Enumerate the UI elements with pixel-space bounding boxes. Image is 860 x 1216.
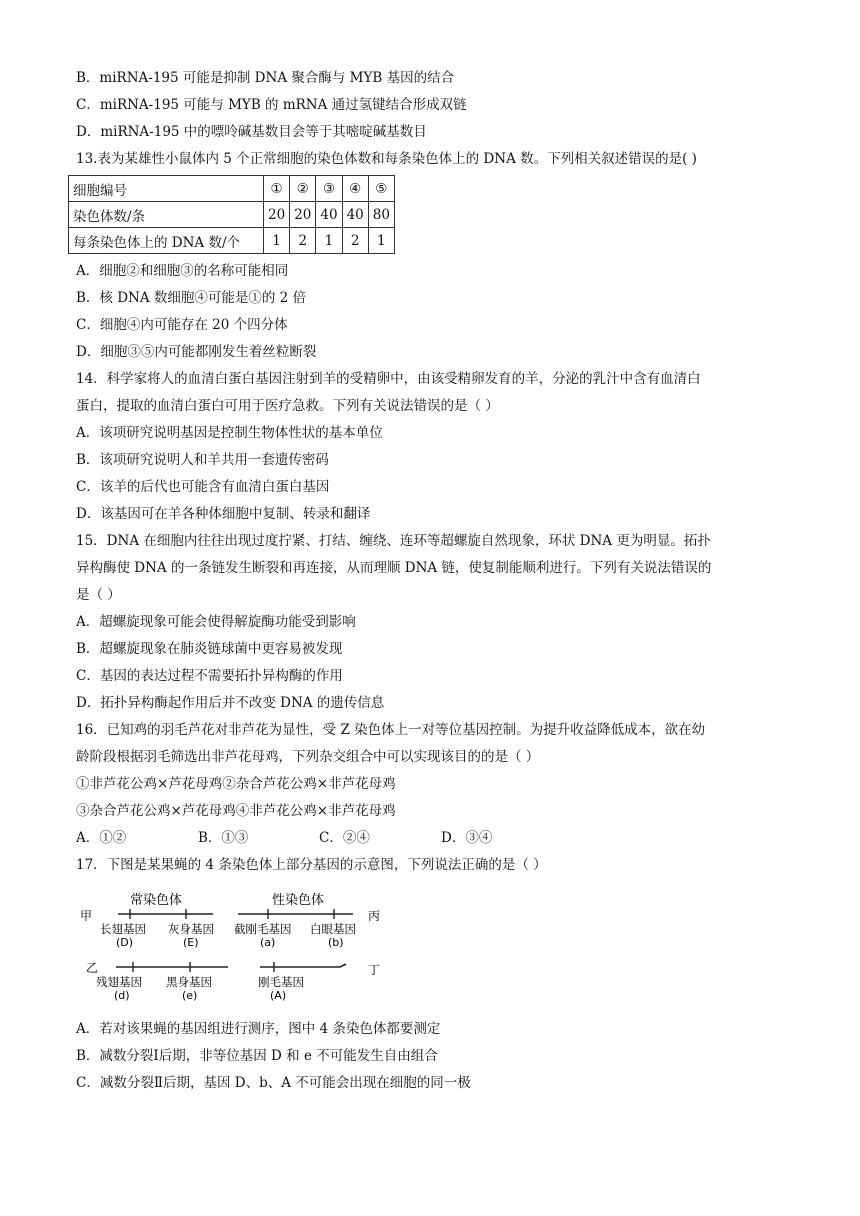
q15-option-a: A．超螺旋现象可能会使得解旋酶功能受到影响 xyxy=(76,614,356,630)
table-cell: 20 xyxy=(290,202,316,228)
q17-stem: 17．下图是某果蝇的 4 条染色体上部分基因的示意图，下列说法正确的是（ ） xyxy=(76,857,547,873)
q12-option-c: C．miRNA-195 可能与 MYB 的 mRNA 通过氢键结合形成双链 xyxy=(76,97,467,113)
q12-option-d: D．miRNA-195 中的嘌呤碱基数目会等于其嘧啶碱基数目 xyxy=(76,124,427,140)
gene-label-A: 刚毛基因 xyxy=(258,975,304,989)
table-cell: 2 xyxy=(342,228,368,254)
q14-stem-line1: 14．科学家将人的血清白蛋白基因注射到羊的受精卵中，由该受精卵发育的羊，分泌的乳汁中含有血清白 xyxy=(76,371,701,387)
autosome-title: 常染色体 xyxy=(130,893,183,908)
q14-stem-line2: 蛋白，提取的血清白蛋白可用于医疗急救。下列有关说法错误的是（ ） xyxy=(76,398,499,414)
gene-symbol-d: (d) xyxy=(114,989,130,1002)
q16-combo-line1: ①非芦花公鸡×芦花母鸡②杂合芦花公鸡×非芦花母鸡 xyxy=(76,776,396,792)
table-cell: ④ xyxy=(342,176,368,202)
sex-chromosome-title: 性染色体 xyxy=(272,893,325,908)
table-cell: ② xyxy=(290,176,316,202)
q16-combo-line2: ③杂合芦花公鸡×芦花母鸡④非芦花公鸡×非芦花母鸡 xyxy=(76,803,396,819)
q15-stem-line1: 15．DNA 在细胞内往往出现过度拧紧、打结、缠绕、连环等超螺旋自然现象，环状 DNA 更为明显。拓扑 xyxy=(76,533,711,549)
gene-label-D: 长翅基因 xyxy=(100,922,146,936)
gene-symbol-D: (D) xyxy=(116,936,134,949)
q15-option-b: B．超螺旋现象在肺炎链球菌中更容易被发现 xyxy=(76,641,343,657)
table-cell: 80 xyxy=(368,202,394,228)
table-row-label: 染色体数/条 xyxy=(69,202,264,228)
table-cell: 40 xyxy=(316,202,342,228)
q15-stem-line3: 是（ ） xyxy=(76,587,121,603)
q15-stem-line2: 异构酶使 DNA 的一条链发生断裂和再连接，从而理顺 DNA 链，使复制能顺利进行。下列有关说法错误的 xyxy=(76,560,712,576)
chromosome-label-ding: 丁 xyxy=(368,963,381,977)
q13-stem: 13.表为某雄性小鼠体内 5 个正常细胞的染色体数和每条染色体上的 DNA 数。下列相关叙述错误的是( ) xyxy=(76,151,697,167)
table-cell: 1 xyxy=(368,228,394,254)
q16-option-c: C．②④ xyxy=(319,830,370,846)
q15-option-c: C．基因的表达过程不需要拓扑异构酶的作用 xyxy=(76,668,343,684)
table-cell: 1 xyxy=(316,228,342,254)
table-cell: ① xyxy=(264,176,290,202)
q13-option-c: C．细胞④内可能存在 20 个四分体 xyxy=(76,317,288,333)
table-cell: ③ xyxy=(316,176,342,202)
chromosome-label-yi: 乙 xyxy=(86,961,99,975)
table-cell: 2 xyxy=(290,228,316,254)
table-row-label: 细胞编号 xyxy=(69,176,264,202)
q16-option-a: A．①② xyxy=(76,830,127,846)
table-cell: 40 xyxy=(342,202,368,228)
table-cell: ⑤ xyxy=(368,176,394,202)
q17-option-c: C．减数分裂Ⅱ后期，基因 D、b、A 不可能会出现在细胞的同一极 xyxy=(76,1075,471,1091)
q13-option-b: B．核 DNA 数细胞④可能是①的 2 倍 xyxy=(76,290,307,306)
chromosome-label-jia: 甲 xyxy=(80,909,93,923)
table-cell: 20 xyxy=(264,202,290,228)
gene-label-d: 残翅基因 xyxy=(96,975,142,989)
q16-option-d: D．③④ xyxy=(441,830,493,846)
gene-symbol-A: (A) xyxy=(270,989,287,1002)
chromosome-gene-figure xyxy=(78,884,388,1006)
table-row xyxy=(69,202,395,228)
q16-option-b: B．①③ xyxy=(198,830,249,846)
chromosome-ding xyxy=(260,964,346,967)
q13-option-d: D．细胞③⑤内可能都刚发生着丝粒断裂 xyxy=(76,344,317,360)
table-row-label: 每条染色体上的 DNA 数/个 xyxy=(69,228,264,254)
table-row xyxy=(69,228,395,254)
q17-option-b: B．减数分裂Ⅰ后期，非等位基因 D 和 e 不可能发生自由组合 xyxy=(76,1048,438,1064)
q17-option-a: A．若对该果蝇的基因组进行测序，图中 4 条染色体都要测定 xyxy=(76,1021,441,1037)
gene-label-e: 黑身基因 xyxy=(166,975,212,989)
q12-option-b: B．miRNA-195 可能是抑制 DNA 聚合酶与 MYB 基因的结合 xyxy=(76,70,455,86)
q14-option-a: A．该项研究说明基因是控制生物体性状的基本单位 xyxy=(76,425,383,441)
q14-option-b: B．该项研究说明人和羊共用一套遗传密码 xyxy=(76,452,329,468)
gene-symbol-e: (e) xyxy=(182,989,198,1002)
gene-symbol-a: (a) xyxy=(260,936,276,949)
gene-label-E: 灰身基因 xyxy=(168,922,214,936)
q14-option-d: D．该基因可在羊各种体细胞中复制、转录和翻译 xyxy=(76,506,371,522)
gene-label-a: 截刚毛基因 xyxy=(234,922,292,936)
q16-stem-line2: 龄阶段根据羽毛筛选出非芦花母鸡，下列杂交组合中可以实现该目的的是（ ） xyxy=(76,749,540,765)
table-row xyxy=(69,176,395,202)
q15-option-d: D．拓扑异构酶起作用后并不改变 DNA 的遗传信息 xyxy=(76,695,385,711)
gene-symbol-E: (E) xyxy=(183,936,199,949)
q16-stem-line1: 16．已知鸡的羽毛芦花对非芦花为显性，受 Z 染色体上一对等位基因控制。为提升收益降低成本，欲在幼 xyxy=(76,722,706,738)
chromosome-label-bing: 丙 xyxy=(368,909,381,923)
gene-label-b: 白眼基因 xyxy=(310,922,356,936)
gene-symbol-b: (b) xyxy=(328,936,344,949)
q14-option-c: C．该羊的后代也可能含有血清白蛋白基因 xyxy=(76,479,330,495)
table-cell: 1 xyxy=(264,228,290,254)
q13-option-a: A．细胞②和细胞③的名称可能相同 xyxy=(76,263,289,279)
cell-data-table xyxy=(68,175,395,254)
